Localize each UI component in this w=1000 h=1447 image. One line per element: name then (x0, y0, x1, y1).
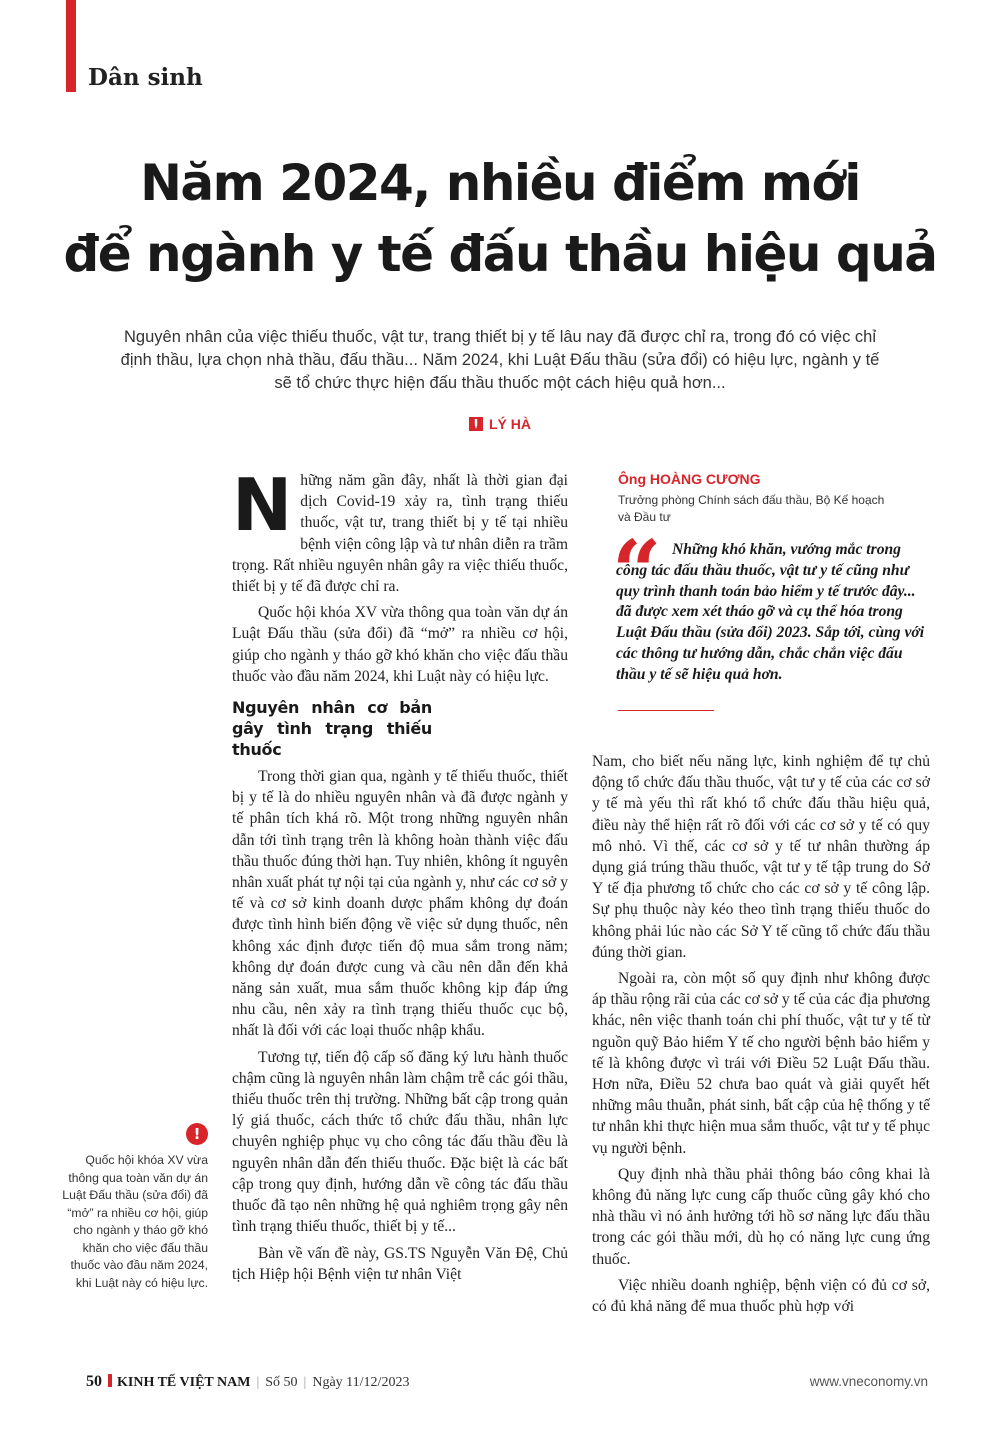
paragraph: Ngoài ra, còn một số quy định như không được áp thầu rộng rãi của các cơ sở y tế của các địa phương khác, nên việc thanh toán chi phí thuốc, vật tư y tế từ nguồn quỹ Bảo hiểm Y tế cho người bệnh bảo hiểm y tế là không được vì trái với Điều 52 Luật Đấu thầu. Hơn nữa, Điều 52 chưa bao quát và giải quyết hết những mâu thuẫn, phát sinh, bất cập của hệ thống y tế tư nhân khi thực hiện mua sắm thuốc, vật tư y tế phục vụ người bệnh. (592, 970, 930, 1157)
article-column-2 (592, 751, 930, 1322)
issue-date: Ngày 11/12/2023 (312, 1375, 410, 1390)
quote-mark-icon: “ (612, 522, 662, 623)
issue-number: Số 50 (265, 1375, 298, 1390)
pull-quote: Những khó khăn, vướng mắc trong công tác đấu thầu thuốc, vật tư y tế cũng như quy trình thanh toán bảo hiểm y tế trước đây... đã được xem xét tháo gỡ và cụ thể hóa trong Luật Đấu thầu (sửa đổi) 2023. Sắp tới, cùng với các thông tư hướng dẫn, chắc chắn việc đấu thầu y tế sẽ hiệu quả hơn. (616, 541, 925, 683)
section-label: Dân sinh (88, 64, 203, 91)
footer-accent-mark (108, 1374, 112, 1387)
headline-line-1: Năm 2024, nhiều điểm mới (140, 154, 860, 212)
page-number: 50 (86, 1373, 102, 1390)
headline (60, 148, 940, 290)
paragraph: Trong thời gian qua, ngành y tế thiếu thuốc, thiết bị y tế là do nhiều nguyên nhân và đã được ngành y tế phân tích khá rõ. Một trong những nguyên nhân dẫn tới tình trạng trên là không hoàn thành việc đấu thầu thuốc đúng thời hạn. Tuy nhiên, không ít nguyên nhân xuất phát tự nội tại của ngành y, như các cơ sở y tế và cơ sở kinh doanh dược phẩm không dự đoán được tình hình biến động về việc sử dụng thuốc, nên không xác định được tiến độ mua sắm trong năm; không dự đoán được cung và cầu nên dẫn đến khả năng sản xuất, mua sắm thuốc không kịp đáp ứng nhu cầu, nên xảy ra tình trạng thiếu thuốc cục bộ, nhất là đối với các loại thuốc nhập khẩu. (232, 768, 568, 1040)
headline-line-2: để ngành y tế đấu thầu hiệu quả (63, 225, 937, 283)
paragraph: Việc nhiều doanh nghiệp, bệnh viện có đủ cơ sở, có đủ khả năng để mua thuốc phù hợp với (592, 1276, 930, 1316)
paragraph: Tương tự, tiến độ cấp số đăng ký lưu hành thuốc chậm cũng là nguyên nhân làm chậm trễ các gói thầu, thiếu thuốc trên thị trường. Những bất cập trong quản lý giá thuốc, cách thức tổ chức đấu thầu, nhân lực chuyên nghiệp phục vụ cho công tác đấu thầu đều là nguyên nhân dẫn đến thiếu thuốc. Đặc biệt là các bất cập trong quy định, hướng dẫn về công tác đấu thầu thuốc đã tạo nên những hệ quả nghiêm trọng gây nên tình trạng thiếu thuốc, thiết bị y tế... (232, 1048, 568, 1236)
paragraph: Quy định nhà thầu phải thông báo công khai là không đủ năng lực cung cấp thuốc cũng gây khó cho nhà thầu vì nó ảnh hưởng tới hồ sơ năng lực đấu thầu trong các gói thầu mới, dù họ có năng lực cung ứng thuốc. (592, 1165, 930, 1268)
paragraph (232, 463, 568, 597)
exclamation-icon: ! (186, 1123, 208, 1145)
footer-separator: | (303, 1375, 307, 1390)
paragraph: Nam, cho biết nếu năng lực, kinh nghiệm để tự chủ động tổ chức đấu thầu thuốc, vật tư y tế của các cơ sở y tế mà yếu thì rất khó tổ chức đấu thầu hiệu quả, điều này thể hiện rất rõ đối với các cơ sở y tế có quy mô nhỏ. Vì thế, các cơ sở y tế tư nhân thường áp dụng giá trúng thầu thuốc, vật tư y tế tập trung do Sở Y tế địa phương tổ chức cho các cơ sở y tế công lập. Sự phụ thuộc này kéo theo tình trạng thiếu thuốc do không phải lúc nào các Sở Y tế cũng tổ chức đấu thầu đúng thời gian. (592, 753, 930, 961)
quote-speaker-name: Ông HOÀNG CƯƠNG (618, 471, 761, 487)
article-column-1 (232, 463, 568, 1290)
footer-separator: | (256, 1375, 260, 1390)
drop-cap: N (232, 463, 293, 547)
paragraph: Bàn về vấn đề này, GS.TS Nguyễn Văn Đệ, Chủ tịch Hiệp hội Bệnh viện tư nhân Việt (232, 1244, 568, 1283)
author-name: LÝ HÀ (489, 416, 531, 432)
subheading: Nguyên nhân cơ bản gây tình trạng thiếu thuốc (232, 698, 432, 760)
lede: Nguyên nhân của việc thiếu thuốc, vật tư, trang thiết bị y tế lâu nay đã được chỉ ra, trong đó có việc chỉ định thầu, lựa chọn nhà thầu, đấu thầu... Năm 2024, khi Luật Đấu thầu (sửa đổi) có hiệu lực, ngành y tế sẽ tổ chức thực hiện đấu thầu thuốc một cách hiệu quả hơn... (120, 328, 880, 392)
quote-divider (618, 710, 714, 711)
side-note: Quốc hội khóa XV vừa thông qua toàn văn dự án Luật Đấu thầu (sửa đổi) đã “mở” ra nhiều cơ hội, giúp cho ngành y tháo gỡ khó khăn cho việc đấu thầu thuốc vào đầu năm 2024, khi Luật này có hiệu lực. (62, 1153, 208, 1290)
pen-icon (469, 417, 483, 431)
byline (0, 416, 1000, 432)
page-footer (86, 1373, 409, 1391)
quote-speaker-role: Trưởng phòng Chính sách đấu thầu, Bộ Kế hoạch và Đầu tư (618, 493, 885, 524)
magazine-name: KINH TẾ VIỆT NAM (117, 1375, 251, 1390)
section-accent-bar (66, 0, 76, 92)
paragraph-text: hững năm gần đây, nhất là thời gian đại dịch Covid-19 xảy ra, tình trạng thiếu thuốc, vật tư, trang thiết bị y tế tại nhiều bệnh viện công lập và tư nhân diễn ra trầm trọng. Rất nhiều nguyên nhân gây ra việc thiếu thuốc, thiết bị y tế đã được chỉ ra. (232, 472, 568, 596)
paragraph: Quốc hội khóa XV vừa thông qua toàn văn dự án Luật Đấu thầu (sửa đổi) đã “mở” ra nhiều cơ hội, giúp cho ngành y tháo gỡ khó khăn cho việc đấu thầu thuốc vào đầu năm 2024, khi Luật này có hiệu lực. (232, 604, 568, 685)
website-link[interactable]: www.vneconomy.vn (809, 1374, 928, 1389)
